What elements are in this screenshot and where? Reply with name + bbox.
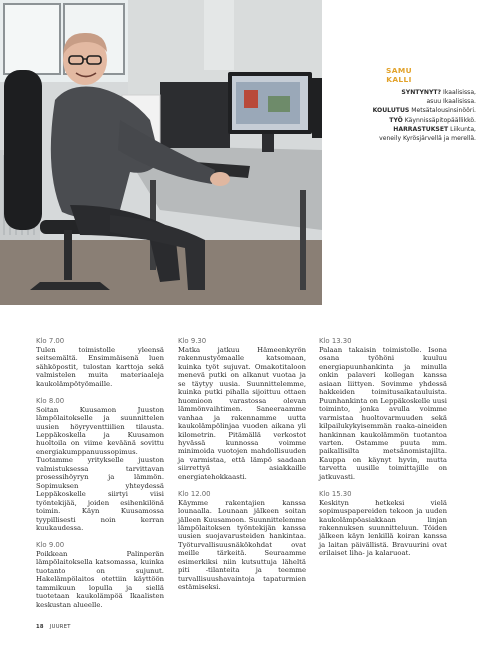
entry-time: Klo 12.00 [178, 489, 211, 498]
hobbies-label: HARRASTUKSET [393, 125, 449, 133]
work-label: TYÖ [389, 116, 403, 124]
schedule-entry [178, 337, 306, 481]
schedule-entry [178, 490, 306, 592]
entry-time: Klo 13.30 [319, 337, 352, 345]
schedule-entry [319, 337, 447, 481]
born-value: Ikaalisissa, [443, 89, 476, 96]
entry-text: Keskityn hetkeksi vielä sopimuspapereiden tekoon ja uuden kaukolämpöasiakkaan linjan rakennuksen suunnitteluun. Töiden jälkeen käyn lenkillä koiran kanssa ja laitan päivällistä. Bravuurini ovat erilaiset liha- ja kalaruoat. [319, 498, 447, 558]
schedule-entry [36, 337, 164, 388]
education-label: KOULUTUS [372, 107, 410, 115]
person-name [386, 66, 412, 84]
profile-caption [322, 0, 480, 305]
education-value: Metsätalousinsinööri. [411, 107, 476, 115]
hobbies-line-2: veneily Kyrösjärvellä ja merellä. [379, 135, 476, 143]
entry-text: Soitan Kuusamon Juuston lämpölaitokselle ja suunnittelen uusien höyryventtiilien tilausta. Leppäkoskella ja Kuusamon huoltoila on viime keväänä sovittu energiakumppanuussopimus. Tuotamme yritykselle juuston valmistuksessa tarvittavan prosessihöyryn ja lämmön. Sopimuksen yhteydessä Leppäkoskelle siirtyi viisi työntekijää, joiden esihenkilönä toimin. Käyn Kuusamossa tyypillisesti noin kerran kuukaudessa. [36, 405, 164, 532]
born-label: SYNTYNYT [401, 89, 438, 96]
entry-time: Klo 15.30 [319, 489, 352, 498]
education-line [326, 106, 476, 115]
person-first-name: SAMU [386, 66, 412, 75]
entry-text: Käymme rakentajien kanssa lounaalla. Lounaan jälkeen soitan jälleen Kuusamoon. Suunnittelemme lämpölaitoksen työntekijän kanssa uusien suojavarusteiden hankintaa. Työturvallisuusnäkökohdat ovat meille tärkeitä. Seuraamme esimerkiksi niin kutsuttuja läheltä piti -tilanteita ja teemme turvallisuushavaintoja tapaturmien estämiseksi. [178, 498, 306, 592]
entry-text: Matka jatkuu Hämeenkyrön rakennustyömaalle katsomaan, kuinka työt sujuvat. Omakotitaloon menevä putki on alkanut vuotaa ja se täytyy uusia. Suunnittelemme, kuinka putki pihalla sijoittuu ottaen huomioon varastossa olevan lämmönvaihtimen. Saneeraamme vanhaa ja rakennamme uutta kaukolämpölinjaa vuoden aikana yli kilometrin. Pitämällä verkostot hyvässä kunnossa voimme minimoida vuotojen mahdollisuuden ja varmistaa, että lämpö saadaan siirrettyä asiakkaille energiatehokkaasti. [178, 346, 306, 481]
hobbies-value: Liikunta, [450, 125, 476, 133]
office-photo-illustration [0, 0, 322, 305]
entry-text: Palaan takaisin toimistolle. Isona osana työhöni kuuluu energiapuunhankinta ja minulla onkin palaveri kollegan kanssa asiaan liittyen. Sovimme yhdessä hakkeiden toimitusaikatauluista. Puunhankinta on Leppäkoskelle uusi toiminto, jonka avulla voimme varmistaa huoltovarmuuden sekä kilpailukykyisemmän raaka-aineiden hankinnan kaukolämmön tuotantoa varten. Ostamme puuta mm. paikallisilta metsänomistajilta. Kauppa on käynyt hyvin, mutta tarvetta uusille toimittajille on jatkuvasti. [319, 346, 447, 481]
entry-time: Klo 8.00 [36, 396, 65, 405]
schedule-entry [36, 541, 164, 609]
born-line: SYNTYNYT? Ikaalisissa, [401, 89, 476, 96]
magazine-name: JUURET [49, 624, 71, 630]
entry-time: Klo 7.00 [36, 337, 65, 345]
entry-text: Poikkean Palinperän lämpölaitoksella katsomassa, kuinka tuotanto on sujunut. Hakelämpölaitos otettiin käyttöön tammikuun lopulla ja siellä tuotetaan kaukolämpöä Ikaalisten keskustan alueelle. [36, 549, 164, 609]
entry-text: Tulen toimistolle yleensä seitsemältä. Ensimmäisenä luen sähköpostit, tulostan karttoja sekä valmistelen muita materiaaleja kaukolämpötyömaille. [36, 346, 164, 388]
entry-time: Klo 9.30 [178, 337, 207, 345]
work-value: Käynnissäpitopäällikkö. [404, 116, 476, 124]
text-column-1 [36, 337, 164, 617]
lives-line: asuu Ikaalisissa. [426, 98, 476, 106]
text-column-3 [319, 337, 447, 566]
hero-photo [0, 0, 322, 305]
page-number: 18 [36, 624, 44, 630]
schedule-entry [36, 397, 164, 533]
profile-details [326, 88, 476, 143]
person-last-name: KALLI [386, 75, 412, 84]
entry-time: Klo 9.00 [36, 540, 65, 549]
hobbies-line [326, 125, 476, 134]
page-footer [36, 624, 71, 630]
text-column-2 [178, 337, 306, 600]
work-line [326, 116, 476, 125]
schedule-entry [319, 490, 447, 558]
